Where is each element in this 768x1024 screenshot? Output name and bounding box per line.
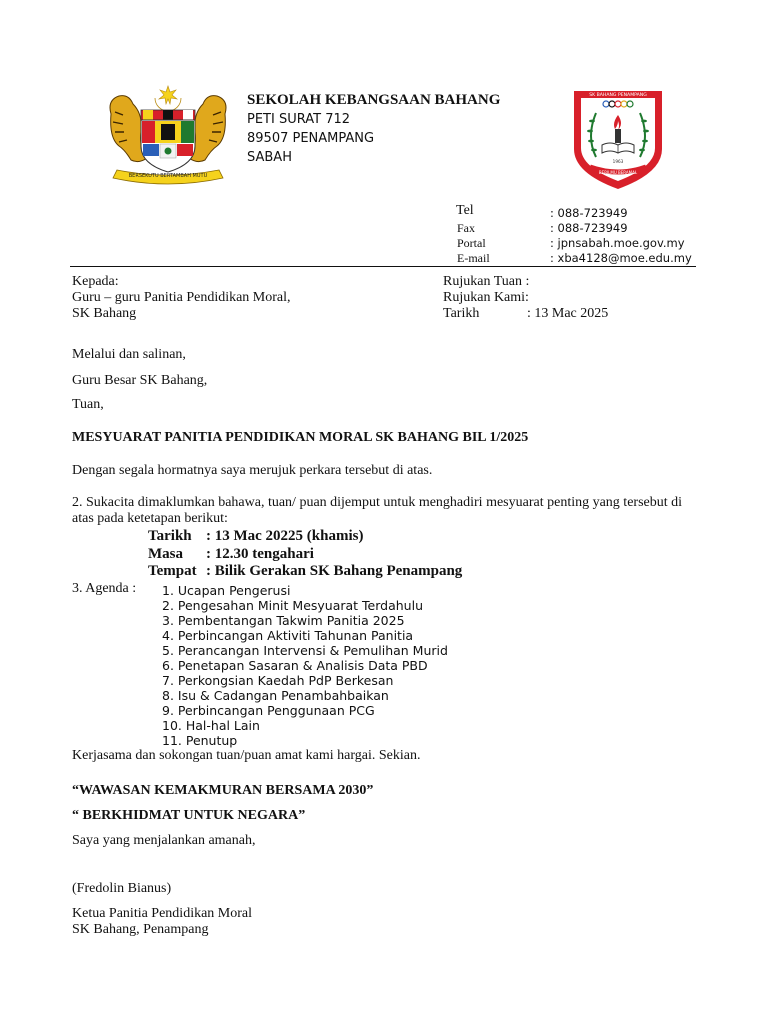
agenda-item: 9. Perbincangan Penggunaan PCG (162, 703, 375, 718)
paragraph-1: Dengan segala hormatnya saya merujuk perkara tersebut di atas. (72, 463, 433, 478)
crest-motto: BERSEKUTU BERTAMBAH MUTU (128, 173, 208, 179)
rujukan-kami: Rujukan Kami: (443, 290, 529, 305)
contact-fax-value: : 088-723949 (550, 221, 628, 235)
paragraph-2-line-1: 2. Sukacita dimaklumkan bahawa, tuan/ puan dijemput untuk menghadiri mesyuarat penting yang tersebut di (72, 495, 683, 510)
closing-line: Kerjasama dan sokongan tuan/puan amat kami hargai. Sekian. (72, 748, 421, 763)
recipient-kepada: Kepada: (72, 274, 119, 289)
address-line-2: 89507 PENAMPANG (247, 131, 375, 146)
signer-school: SK Bahang, Penampang (72, 922, 209, 937)
tarikh-label: Tarikh (443, 306, 480, 321)
agenda-item: 1. Ucapan Pengerusi (162, 583, 291, 598)
agenda-item: 4. Perbincangan Aktiviti Tahunan Panitia (162, 628, 414, 643)
agenda-item: 2. Pengesahan Minit Mesyuarat Terdahulu (162, 598, 424, 613)
rujukan-tuan: Rujukan Tuan : (443, 274, 530, 289)
agenda-item: 10. Hal-hal Lain (162, 718, 260, 733)
salutation: Tuan, (72, 397, 104, 412)
logo-text-bottom: BERILMU BERAMAL (598, 170, 638, 175)
detail-tempat-value: : Bilik Gerakan SK Bahang Penampang (206, 563, 463, 579)
signer-position: Ketua Panitia Pendidikan Moral (72, 906, 253, 921)
agenda-item: 11. Penutup (162, 733, 238, 748)
agenda-item: 5. Perancangan Intervensi & Pemulihan Murid (162, 643, 448, 658)
agenda-item: 8. Isu & Cadangan Penambahbaikan (162, 688, 389, 703)
subject-line: MESYUARAT PANITIA PENDIDIKAN MORAL SK BAHANG BIL 1/2025 (72, 430, 529, 445)
agenda-label: 3. Agenda : (72, 581, 137, 596)
signer-name: (Fredolin Bianus) (72, 881, 172, 896)
through-line: Melalui dan salinan, (72, 347, 186, 362)
agenda-item: 6. Penetapan Sasaran & Analisis Data PBD (162, 658, 428, 673)
contact-portal-value: : jpnsabah.moe.gov.my (550, 236, 685, 250)
paragraph-2-line-2: atas pada ketetapan berikut: (72, 511, 228, 526)
detail-masa-label: Masa (148, 546, 183, 562)
through-to-line: Guru Besar SK Bahang, (72, 373, 208, 388)
detail-tarikh-label: Tarikh (148, 528, 192, 544)
school-name: SEKOLAH KEBANGSAAN BAHANG (247, 92, 501, 108)
school-logo (570, 87, 666, 193)
contact-tel-label: Tel (456, 203, 474, 218)
agenda-item: 7. Perkongsian Kaedah PdP Berkesan (162, 673, 394, 688)
logo-text-top: SK BAHANG PENAMPANG (589, 93, 647, 98)
sign-off: Saya yang menjalankan amanah, (72, 833, 256, 848)
logo-year: 1963 (612, 159, 624, 164)
agenda-item: 3. Pembentangan Takwim Panitia 2025 (162, 613, 405, 628)
detail-masa-value: : 12.30 tengahari (206, 546, 314, 562)
recipient-line-2: SK Bahang (72, 306, 137, 321)
recipient-line-1: Guru – guru Panitia Pendidikan Moral, (72, 290, 291, 305)
address-line-3: SABAH (247, 150, 292, 165)
contact-portal-label: Portal (457, 236, 486, 250)
address-line-1: PETI SURAT 712 (247, 112, 351, 127)
contact-tel-value: : 088-723949 (550, 206, 628, 220)
detail-tarikh-value: : 13 Mac 20225 (khamis) (206, 528, 364, 544)
coat-of-arms-crest (103, 84, 233, 188)
header-divider (70, 266, 696, 267)
detail-tempat-label: Tempat (148, 563, 197, 579)
contact-email-label: E-mail (457, 251, 490, 265)
contact-fax-label: Fax (457, 221, 475, 235)
slogan-1: “WAWASAN KEMAKMURAN BERSAMA 2030” (72, 783, 374, 798)
contact-email-value: : xba4128@moe.edu.my (550, 251, 692, 265)
slogan-2: “ BERKHIDMAT UNTUK NEGARA” (72, 808, 306, 823)
tarikh-value: : 13 Mac 2025 (527, 306, 609, 321)
